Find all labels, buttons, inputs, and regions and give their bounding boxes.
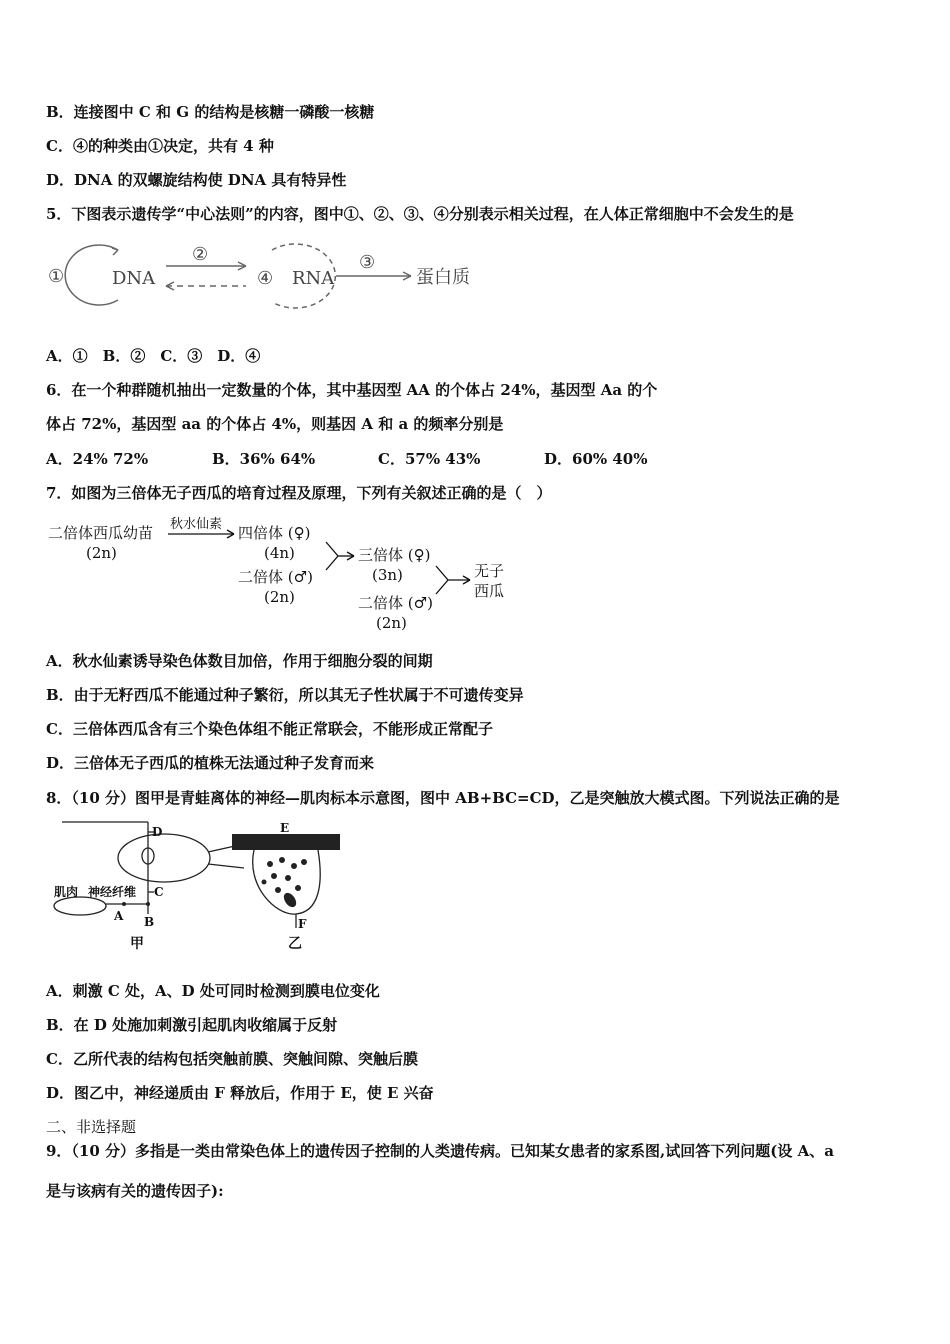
fig-triploid: 三倍体 (♀)	[358, 546, 431, 564]
seedless-watermelon-figure	[46, 514, 516, 636]
fig-tetraploid-n: (4n)	[264, 544, 295, 562]
section-heading: 二、非选择题	[46, 1118, 137, 1136]
q7-stem: 7．如图为三倍体无子西瓜的培育过程及原理，下列有关叙述正确的是（ ）	[46, 484, 552, 502]
fig8-label-c: C	[154, 885, 164, 899]
q5-options: A．① B．② C．③ D．④	[46, 347, 261, 365]
q7-option-a: A．秋水仙素诱导染色体数目加倍，作用于细胞分裂的间期	[46, 652, 433, 670]
q8-option-d: D．图乙中，神经递质由 F 释放后，作用于 E，使 E 兴奋	[46, 1084, 434, 1102]
dogma-protein: 蛋白质	[416, 267, 470, 288]
q8-stem: 8．（10 分）图甲是青蛙离体的神经—肌肉标本示意图，图中 AB+BC=CD，乙是突触放大模式图。下列说法正确的是	[46, 789, 840, 807]
q4-option-d: D．DNA 的双螺旋结构使 DNA 具有特异性	[46, 171, 347, 189]
dogma-rna: RNA	[292, 268, 335, 289]
fig-seedless-1: 无子	[474, 562, 505, 580]
postsynaptic-membrane	[232, 834, 340, 850]
q6-options	[46, 448, 647, 470]
fig8-label-b: B	[144, 915, 155, 929]
q8-option-c: C．乙所代表的结构包括突触前膜、突触间隙、突触后膜	[46, 1050, 418, 1068]
q6-stem-line1: 6．在一个种群随机抽出一定数量的个体，其中基因型 AA 的个体占 24%，基因型 Aa 的个	[46, 381, 658, 399]
q7-option-d: D．三倍体无子西瓜的植株无法通过种子发育而来	[46, 754, 375, 772]
q8-option-a: A．刺激 C 处，A、D 处可同时检测到膜电位变化	[46, 982, 380, 1000]
fig8-label-jia: 甲	[130, 936, 144, 952]
dogma-label-2: ②	[192, 244, 209, 265]
q9-stem-line1: 9．（10 分）多指是一类由常染色体上的遗传因子控制的人类遗传病。已知某女患者的家系图,试回答下列问题(设 A、a	[46, 1142, 834, 1160]
q9-stem-line2: 是与该病有关的遗传因子):	[46, 1182, 224, 1200]
fig8-label-d: D	[152, 825, 163, 839]
dogma-label-4: ④	[257, 268, 274, 289]
fig8-label-yi: 乙	[288, 936, 302, 952]
q7-option-c: C．三倍体西瓜含有三个染色体组不能正常联会，不能形成正常配子	[46, 720, 493, 738]
fig-tetraploid: 四倍体 (♀)	[238, 524, 311, 542]
fig8-muscle: 肌肉	[54, 885, 79, 899]
fig-seedling: 二倍体西瓜幼苗	[48, 524, 154, 542]
dogma-dna: DNA	[112, 268, 156, 289]
nerve-muscle-figure	[46, 816, 346, 956]
fig-diploid-male-1-n: (2n)	[264, 588, 295, 606]
central-dogma-figure	[46, 236, 486, 316]
muscle-shape	[54, 897, 106, 915]
q4-option-c: C．④的种类由①决定，共有 4 种	[46, 137, 274, 155]
dogma-label-1: ①	[48, 266, 65, 287]
q5-stem: 5．下图表示遗传学“中心法则”的内容，图中①、②、③、④分别表示相关过程，在人体正常细胞中不会发生的是	[46, 205, 794, 223]
fig8-label-a: A	[114, 909, 124, 923]
q4-option-b: B．连接图中 C 和 G 的结构是核糖一磷酸一核糖	[46, 103, 375, 121]
dogma-label-3: ③	[359, 252, 376, 273]
fig-diploid-male-1: 二倍体 (♂)	[238, 568, 313, 586]
q6-option-c: C．57% 43%	[378, 450, 481, 468]
fig8-nerve: 神经纤维	[88, 885, 137, 899]
fig-seedling-n: (2n)	[86, 544, 117, 562]
replication-arc	[65, 245, 118, 305]
q7-option-b: B．由于无籽西瓜不能通过种子繁衍，所以其无子性状属于不可遗传变异	[46, 686, 524, 704]
q6-stem-line2: 体占 72%，基因型 aa 的个体占 4%，则基因 A 和 a 的频率分别是	[46, 415, 504, 433]
fig-triploid-n: (3n)	[372, 566, 403, 584]
fig-colchicine: 秋水仙素	[170, 517, 223, 532]
q6-option-a: A．24% 72%	[46, 450, 149, 468]
neuron-cell-body	[118, 834, 210, 882]
fig8-label-f: F	[298, 917, 307, 931]
fig8-label-e: E	[280, 821, 290, 835]
fig-seedless-2: 西瓜	[474, 582, 505, 600]
q6-option-b: B．36% 64%	[212, 450, 316, 468]
q6-option-d: D．60% 40%	[544, 450, 648, 468]
fig-diploid-male-2-n: (2n)	[376, 614, 407, 632]
fig-diploid-male-2: 二倍体 (♂)	[358, 594, 433, 612]
q8-option-b: B．在 D 处施加刺激引起肌肉收缩属于反射	[46, 1016, 338, 1034]
